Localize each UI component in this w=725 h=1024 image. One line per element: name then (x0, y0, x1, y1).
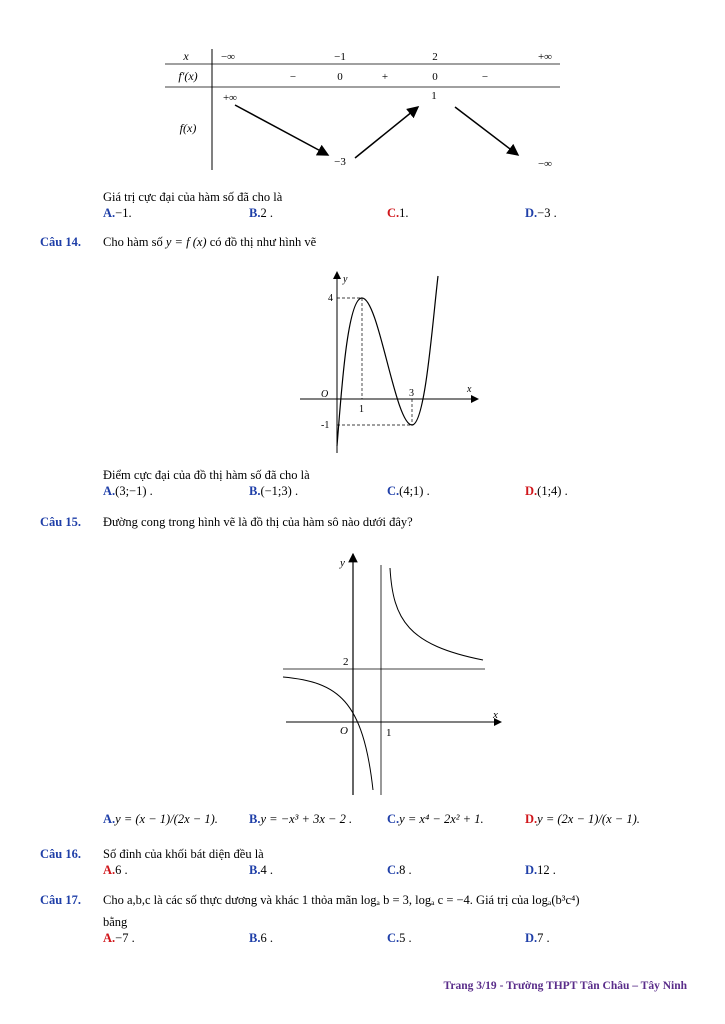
table-x-0: −∞ (220, 51, 236, 63)
q16-option-a: A.6 . (103, 863, 128, 877)
q15-branch-left (283, 677, 373, 790)
page-footer (444, 980, 687, 992)
table-f-0: +∞ (222, 92, 238, 104)
q15-tick-2: 2 (343, 656, 349, 668)
q14-curve (337, 276, 438, 446)
q14-prompt: Cho hàm số y = f (x) có đồ thị như hình vẽ (103, 235, 317, 249)
q13-option-a: A.−1. (103, 206, 132, 220)
table-f-1: −3 (334, 156, 346, 168)
q14-graph (295, 268, 485, 458)
q14-tick-4: 4 (328, 293, 333, 304)
table-x-3: +∞ (537, 51, 553, 63)
q15-number: Câu 15. (40, 515, 81, 529)
q13-option-c: C.1. (387, 206, 409, 220)
q13-prompt: Giá trị cực đại của hàm số đã cho là (103, 190, 283, 204)
table-fprime-label: f′(x) (178, 69, 198, 83)
table-sign-1: 0 (337, 71, 343, 83)
q14-option-a: A.(3;−1) . (103, 484, 153, 498)
q15-prompt: Đường cong trong hình vẽ là đồ thị của hàm sô nào dưới đây? (103, 515, 413, 529)
table-f-3: −∞ (537, 158, 553, 170)
q14-question: Điểm cực đại của đồ thị hàm số đã cho là (103, 468, 310, 482)
table-x-2: 2 (432, 51, 438, 63)
q17-option-c: C.5 . (387, 931, 412, 945)
q15-option-b: B.y = −x³ + 3x − 2 . (249, 812, 353, 826)
table-sign-3: 0 (432, 71, 438, 83)
q15-y-label: y (340, 557, 345, 569)
q15-x-label: x (493, 709, 498, 721)
q17-prompt-cont: bằng (103, 915, 128, 929)
q16-prompt: Số đỉnh của khối bát diện đều là (103, 847, 264, 861)
q15-graph (278, 550, 508, 798)
table-x-label: x (183, 49, 189, 63)
q17-prompt: Cho a,b,c là các số thực dương và khác 1 thỏa mãn logₐ b = 3, logₐ c = −4. Giá trị của logₐ(b³c⁴) (103, 893, 580, 907)
q14-number: Câu 14. (40, 235, 81, 249)
q17-number: Câu 17. (40, 893, 81, 907)
table-sign-4: − (481, 71, 489, 83)
q14-tick-m1: -1 (321, 420, 330, 431)
table-arrow-down-1 (235, 105, 328, 155)
q16-option-c: C.8 . (387, 863, 412, 877)
table-f-2: 1 (431, 90, 437, 102)
q14-option-c: C.(4;1) . (387, 484, 430, 498)
q14-tick-1: 1 (359, 404, 364, 415)
q13-option-d: D.−3 . (525, 206, 557, 220)
q15-branch-right (390, 568, 483, 660)
q17-option-a: A.−7 . (103, 931, 135, 945)
footer-school: - Trường THPT Tân Châu – Tây Ninh (496, 980, 687, 992)
q14-tick-3: 3 (409, 388, 414, 399)
q15-origin: O (340, 725, 348, 737)
q15-option-a: A.y = (x − 1)/(2x − 1). (103, 812, 218, 826)
variation-table (160, 45, 570, 180)
table-sign-0: − (289, 71, 297, 83)
q15-option-d: D.y = (2x − 1)/(x − 1). (525, 812, 640, 826)
q14-x-label: x (467, 384, 472, 395)
footer-page-number: Trang 3/19 (443, 980, 497, 992)
q17-option-d: D.7 . (525, 931, 550, 945)
table-x-1: −1 (334, 51, 346, 63)
q16-option-d: D.12 . (525, 863, 556, 877)
table-arrow-down-2 (455, 107, 518, 155)
q14-option-b: B.(−1;3) . (249, 484, 299, 498)
q14-option-d: D.(1;4) . (525, 484, 568, 498)
q17-option-b: B.6 . (249, 931, 273, 945)
q15-tick-1: 1 (386, 727, 392, 739)
table-f-label: f(x) (179, 121, 197, 135)
q13-option-b: B.2 . (249, 206, 273, 220)
q15-option-c: C.y = x⁴ − 2x² + 1. (387, 812, 484, 826)
q14-y-label: y (343, 274, 348, 285)
q16-number: Câu 16. (40, 847, 81, 861)
q14-origin: O (321, 389, 329, 400)
q16-option-b: B.4 . (249, 863, 273, 877)
table-sign-2: + (381, 71, 389, 83)
table-arrow-up (355, 107, 418, 158)
